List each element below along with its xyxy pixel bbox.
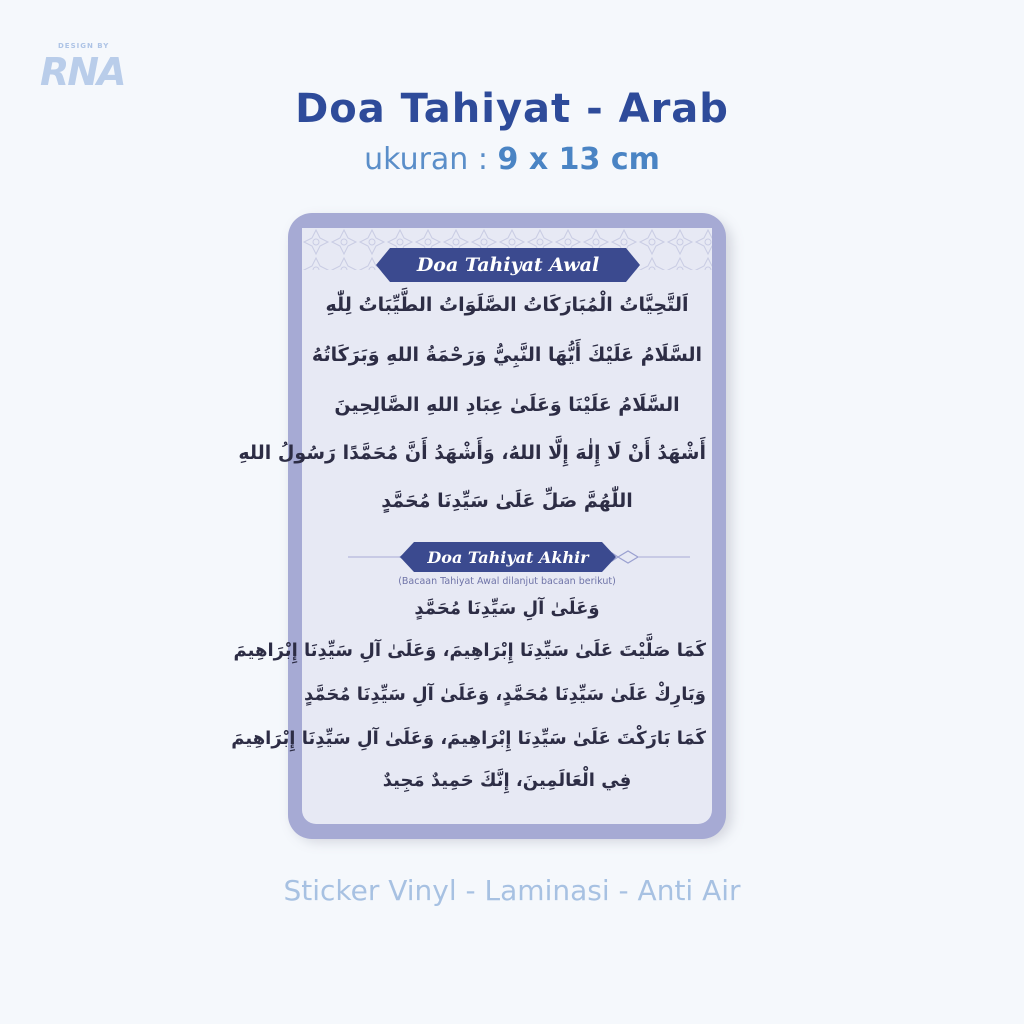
size-value: 9 x 13 cm: [497, 142, 660, 177]
section-note: (Bacaan Tahiyat Awal dilanjut bacaan berikut): [398, 576, 616, 587]
banner-tahiyat-akhir: [414, 542, 602, 572]
arabic-line: اللّٰهُمَّ صَلِّ عَلَىٰ سَيِّدِنَا مُحَمَّدٍ: [381, 490, 633, 512]
section-title-awal: Doa Tahiyat Awal: [416, 254, 600, 276]
arabic-line: السَّلَامُ عَلَيْكَ أَيُّهَا النَّبِيُّ وَرَحْمَةُ اللهِ وَبَرَكَاتُهُ: [311, 344, 703, 366]
arabic-line: السَّلَامُ عَلَيْنَا وَعَلَىٰ عِبَادِ اللهِ الصَّالِحِينَ: [334, 394, 680, 416]
arabic-line: وَعَلَىٰ آلِ سَيِّدِنَا مُحَمَّدٍ: [414, 598, 600, 619]
banner-tahiyat-awal: [390, 248, 626, 282]
sticker-card: [231, 228, 712, 824]
brand-logo-text: RNA: [40, 50, 125, 94]
arabic-line: وَبَارِكْ عَلَىٰ سَيِّدِنَا مُحَمَّدٍ، وَعَلَىٰ آلِ سَيِّدِنَا مُحَمَّدٍ: [303, 684, 706, 705]
section-title-akhir: Doa Tahiyat Akhir: [427, 547, 589, 567]
arabic-line: أَشْهَدُ أَنْ لَا إِلٰهَ إِلَّا اللهُ، وَأَشْهَدُ أَنَّ مُحَمَّدًا رَسُولُ اللهِ: [238, 442, 706, 464]
arabic-line: كَمَا صَلَّيْتَ عَلَىٰ سَيِّدِنَا إِبْرَاهِيمَ، وَعَلَىٰ آلِ سَيِّدِنَا إِبْرَاهِيمَ: [233, 640, 706, 661]
size-info: [0, 142, 1024, 177]
footer-features: Sticker Vinyl - Laminasi - Anti Air: [283, 874, 741, 907]
arabic-line: اَلتَّحِيَّاتُ الْمُبَارَكَاتُ الصَّلَوَاتُ الطَّيِّبَاتُ لِلّٰهِ: [325, 294, 689, 316]
page-title: Doa Tahiyat - Arab: [295, 86, 729, 132]
arabic-line: فِي الْعَالَمِينَ، إِنَّكَ حَمِيدٌ مَجِيدٌ: [382, 770, 632, 791]
arabic-line: كَمَا بَارَكْتَ عَلَىٰ سَيِّدِنَا إِبْرَاهِيمَ، وَعَلَىٰ آلِ سَيِّدِنَا إِبْرَاهِيمَ: [231, 728, 706, 749]
brand-tagline: DESIGN BY: [58, 42, 110, 50]
size-label: ukuran :: [364, 142, 488, 177]
